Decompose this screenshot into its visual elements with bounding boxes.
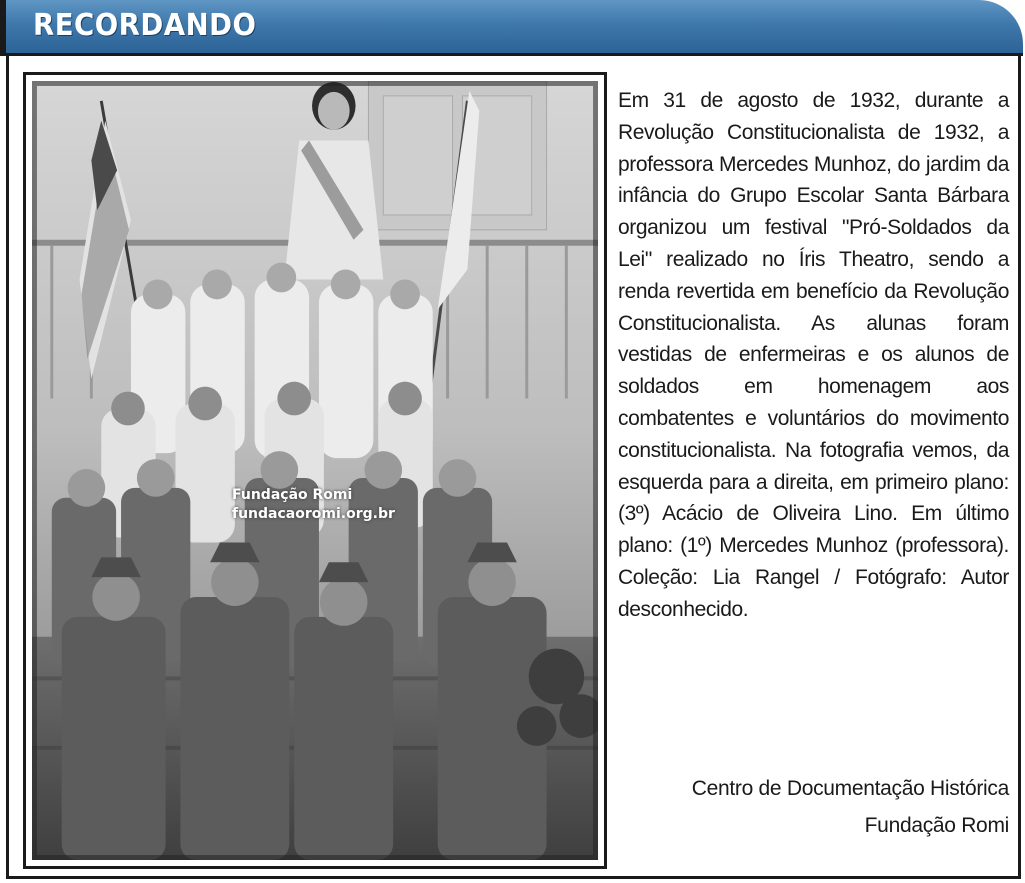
header-edge: [0, 0, 6, 56]
historical-photo: [32, 81, 598, 860]
credit-foundation: Fundação Romi: [864, 814, 1009, 837]
photo-watermark: [232, 486, 395, 524]
group-photo-illustration: [32, 81, 598, 860]
credit-institution: Centro de Documentação Histórica: [691, 777, 1009, 800]
historical-photo-frame: [23, 72, 607, 869]
header-bar: [0, 0, 1023, 56]
page-title: RECORDANDO: [33, 8, 257, 43]
article-text: Em 31 de agosto de 1932, durante a Revolução Constitucionalista de 1932, a professora Mercedes Munhoz, do jardim da infância do Grupo Escolar Santa Bárbara organizou um festival "Pró-Soldados da Lei" realizado no Íris Theatro, sendo a renda revertida em benefício da Revolução Constitucionalista. As alunas foram vestidas de enfermeiras e os alunos de soldados em homenagem aos combatentes e voluntários do movimento constitucionalista. Na fotografia vemos, da esquerda para a direita, em primeiro plano: (3º) Acácio de Oliveira Lino. Em último plano: (1º) Mercedes Munhoz (professora). Coleção: Lia Rangel / Fotógrafo: Autor desconhecido.: [618, 89, 1009, 621]
watermark-name: Fundação Romi: [232, 487, 353, 503]
credit-block: [692, 770, 1009, 844]
watermark-url: fundacaoromi.org.br: [232, 506, 395, 522]
